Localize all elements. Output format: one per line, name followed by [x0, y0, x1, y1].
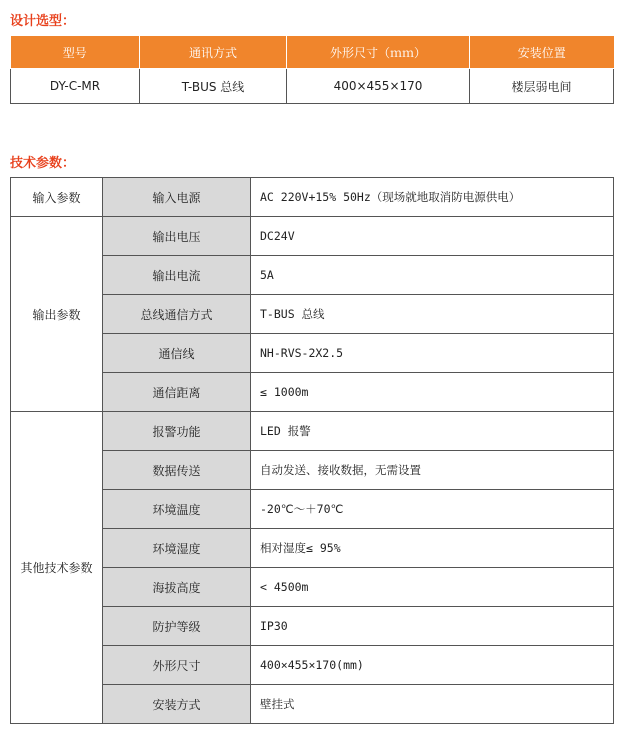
spec-param-value: < 4500m [251, 568, 614, 607]
spec-category: 其他技术参数 [11, 412, 103, 724]
spec-param-value: -20℃～＋70℃ [251, 490, 614, 529]
spec-row [11, 217, 614, 256]
spec-row [11, 412, 614, 451]
header-install-location: 安装位置 [470, 36, 614, 69]
header-dimensions: 外形尺寸（ｍｍ） [287, 36, 470, 69]
spec-param-name: 防护等级 [103, 607, 251, 646]
spec-param-value: AC 220V+15% 50Hz（现场就地取消防电源供电） [251, 178, 614, 217]
spec-row [11, 178, 614, 217]
spec-param-value: 400×455×170(mm) [251, 646, 614, 685]
spec-param-name: 输入电源 [103, 178, 251, 217]
spec-param-name: 安装方式 [103, 685, 251, 724]
spec-param-value: T-BUS 总线 [251, 295, 614, 334]
spec-param-value: ≤ 1000m [251, 373, 614, 412]
spec-param-value: 自动发送、接收数据，无需设置 [251, 451, 614, 490]
spec-param-value: 5A [251, 256, 614, 295]
header-comm-mode: 通讯方式 [140, 36, 287, 69]
spec-param-name: 输出电压 [103, 217, 251, 256]
selection-row [11, 69, 614, 104]
spec-param-value: DC24V [251, 217, 614, 256]
spec-param-value: IP30 [251, 607, 614, 646]
cell-model: DY-C-MR [11, 69, 140, 104]
header-model: 型号 [11, 36, 140, 69]
cell-dimensions: 400×455×170 [287, 69, 470, 104]
spec-param-name: 环境湿度 [103, 529, 251, 568]
spec-param-name: 环境温度 [103, 490, 251, 529]
selection-heading: 设计选型： [10, 14, 76, 29]
spec-category: 输入参数 [11, 178, 103, 217]
specs-heading: 技术参数： [10, 156, 76, 171]
spec-param-name: 总线通信方式 [103, 295, 251, 334]
spec-param-name: 海拔高度 [103, 568, 251, 607]
spec-param-value: NH-RVS-2X2.5 [251, 334, 614, 373]
spec-param-value: LED 报警 [251, 412, 614, 451]
selection-header-row [11, 36, 614, 69]
spec-param-name: 数据传送 [103, 451, 251, 490]
cell-comm-mode: T-BUS 总线 [140, 69, 287, 104]
spec-param-name: 输出电流 [103, 256, 251, 295]
spec-param-name: 外形尺寸 [103, 646, 251, 685]
spec-category: 输出参数 [11, 217, 103, 412]
cell-install-location: 楼层弱电间 [470, 69, 614, 104]
spec-param-name: 通信距离 [103, 373, 251, 412]
selection-table [10, 36, 614, 104]
spec-param-name: 通信线 [103, 334, 251, 373]
specs-table [10, 177, 614, 724]
spec-param-value: 壁挂式 [251, 685, 614, 724]
spec-param-name: 报警功能 [103, 412, 251, 451]
spec-param-value: 相对湿度≤ 95% [251, 529, 614, 568]
